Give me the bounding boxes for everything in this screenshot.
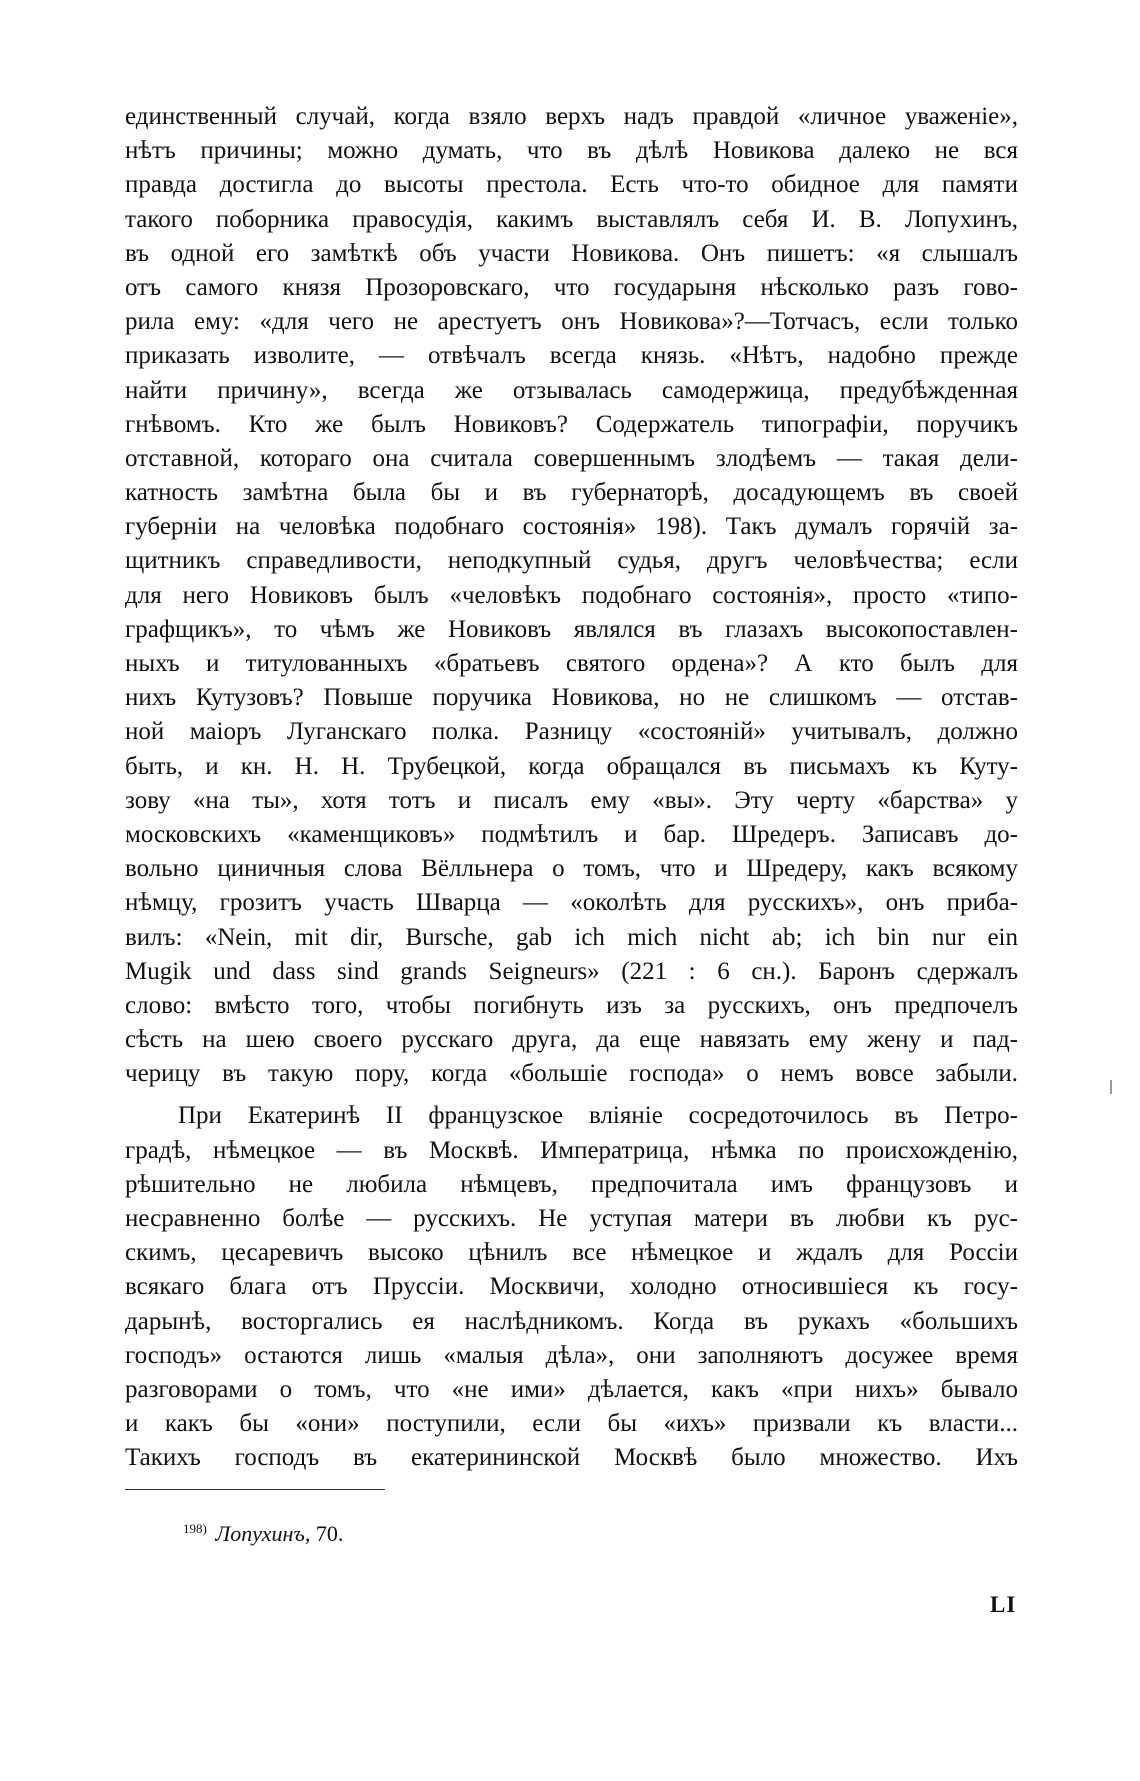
- text-line: ныхъ и титулованныхъ «братьевъ святого ордена»? А кто былъ для: [125, 650, 1018, 677]
- text-line: московскихъ «каменщиковъ» подмѣтилъ и бар. Шредеръ. Записавъ до-: [125, 820, 1018, 848]
- margin-mark: [1110, 1080, 1112, 1094]
- text-line: нѣтъ причины; можно думать, что въ дѣлѣ Новикова далеко не вся: [125, 137, 1018, 165]
- text-line: несравненно болѣе — русскихъ. Не уступая матери въ любви къ рус-: [125, 1205, 1018, 1232]
- text-line: черицу въ такую пору, когда «большіе господа» о немъ вовсе забыли.: [125, 1060, 1018, 1088]
- paragraph-gap: [125, 1091, 1018, 1099]
- footnote-page-ref: 70.: [315, 1521, 344, 1546]
- text-line: рѣшительно не любила нѣмцевъ, предпочитала имъ французовъ и: [125, 1170, 1018, 1198]
- text-line: правда достигла до высоты престола. Есть что-то обидное для памяти: [125, 171, 1018, 199]
- text-line: катность замѣтна была бы и въ губернаторѣ, досадующемъ въ своей: [125, 479, 1018, 507]
- text-line: Mugik und dass sind grands Seigneurs» (221 : 6 сн.). Баронъ сдержалъ: [125, 957, 1018, 985]
- text-line: дарынѣ, восторгались ея наслѣдникомъ. Когда въ рукахъ «большихъ: [125, 1307, 1018, 1335]
- text-line: приказать изволите, — отвѣчалъ всегда князь. «Нѣтъ, надобно прежде: [125, 342, 1018, 370]
- text-line: всякаго блага отъ Пруссіи. Москвичи, холодно относившіеся къ госу-: [125, 1273, 1018, 1301]
- text-line: господъ» остаются лишь «малыя дѣла», они заполняютъ досужее время: [125, 1341, 1018, 1369]
- text-line: разговорами о томъ, что «не ими» дѣлается, какъ «при нихъ» бывало: [125, 1375, 1018, 1403]
- text-line: щитникъ справедливости, неподкупный судья, другъ человѣчества; если: [125, 547, 1018, 575]
- text-line: вольно циничныя слова Вёлльнера о томъ, что и Шредеру, какъ всякому: [125, 855, 1018, 883]
- paragraph: [125, 1099, 1018, 1475]
- text-line: графщикъ», то чѣмъ же Новиковъ являлся въ глазахъ высокопоставлен-: [125, 615, 1018, 643]
- text-line: зову «на ты», хотя тотъ и писалъ ему «вы». Эту черту «барства» у: [125, 786, 1018, 814]
- text-line: быть, и кн. Н. Н. Трубецкой, когда обращался въ письмахъ къ Куту-: [125, 752, 1018, 780]
- footnote-separator: [125, 1489, 385, 1490]
- text-line: вилъ: «Nein, mit dir, Bursche, gab ich mich nicht ab; ich bin nur ein: [125, 923, 1018, 951]
- main-text: [125, 100, 1018, 1476]
- text-line: въ одной его замѣткѣ объ участи Новикова. Онъ пишетъ: «я слышалъ: [125, 239, 1018, 267]
- text-line: нихъ Кутузовъ? Повыше поручика Новикова, но не слишкомъ — отстав-: [125, 684, 1018, 712]
- footnote: [183, 1515, 343, 1548]
- page-number: LI: [990, 1592, 1017, 1617]
- text-line: такого поборника правосудія, какимъ выставлялъ себя И. В. Лопухинъ,: [125, 205, 1018, 233]
- text-line: нѣмцу, грозитъ участь Шварца — «околѣть для русскихъ», онъ приба-: [125, 889, 1018, 917]
- text-line: губерніи на человѣка подобнаго состоянія» 198). Такъ думалъ горячій за-: [125, 513, 1018, 541]
- text-line: сѣсть на шею своего русскаго друга, да еще навязать ему жену и пад-: [125, 1026, 1018, 1054]
- text-line: градѣ, нѣмецкое — въ Москвѣ. Императрица, нѣмка по происхожденію,: [125, 1136, 1018, 1164]
- text-line: отъ самого князя Прозоровскаго, что государыня нѣсколько разъ гово-: [125, 273, 1018, 301]
- text-line: и какъ бы «они» поступили, если бы «ихъ» призвали къ власти...: [125, 1410, 1018, 1438]
- paragraph: [125, 100, 1018, 1091]
- text-line: гнѣвомъ. Кто же былъ Новиковъ? Содержатель типографіи, поручикъ: [125, 410, 1018, 438]
- text-line: для него Новиковъ былъ «человѣкъ подобнаго состоянія», просто «типо-: [125, 581, 1018, 609]
- text-line: Такихъ господъ въ екатерининской Москвѣ было множество. Ихъ: [125, 1444, 1018, 1472]
- footnote-author: Лопухинъ,: [215, 1521, 311, 1546]
- text-line: рила ему: «для чего не арестуетъ онъ Новикова»?—Тотчасъ, если только: [125, 308, 1018, 336]
- text-line: единственный случай, когда взяло верхъ надъ правдой «личное уваженіе»,: [125, 103, 1018, 130]
- text-line: слово: вмѣсто того, чтобы погибнуть изъ за русскихъ, онъ предпочелъ: [125, 991, 1018, 1019]
- text-line: ной маіоръ Луганскаго полка. Разницу «состояній» учитывалъ, должно: [125, 718, 1018, 746]
- text-line: найти причину», всегда же отзывалась самодержица, предубѣжденная: [125, 376, 1018, 404]
- text-line: скимъ, цесаревичъ высоко цѣнилъ все нѣмецкое и ждалъ для Россіи: [125, 1239, 1018, 1267]
- text-line: отставной, котораго она считала совершеннымъ злодѣемъ — такая дели-: [125, 444, 1018, 472]
- footnote-mark: 198): [183, 1521, 207, 1536]
- text-line: При Екатеринѣ II французское вліяніе сосредоточилось въ Петро-: [178, 1102, 1018, 1130]
